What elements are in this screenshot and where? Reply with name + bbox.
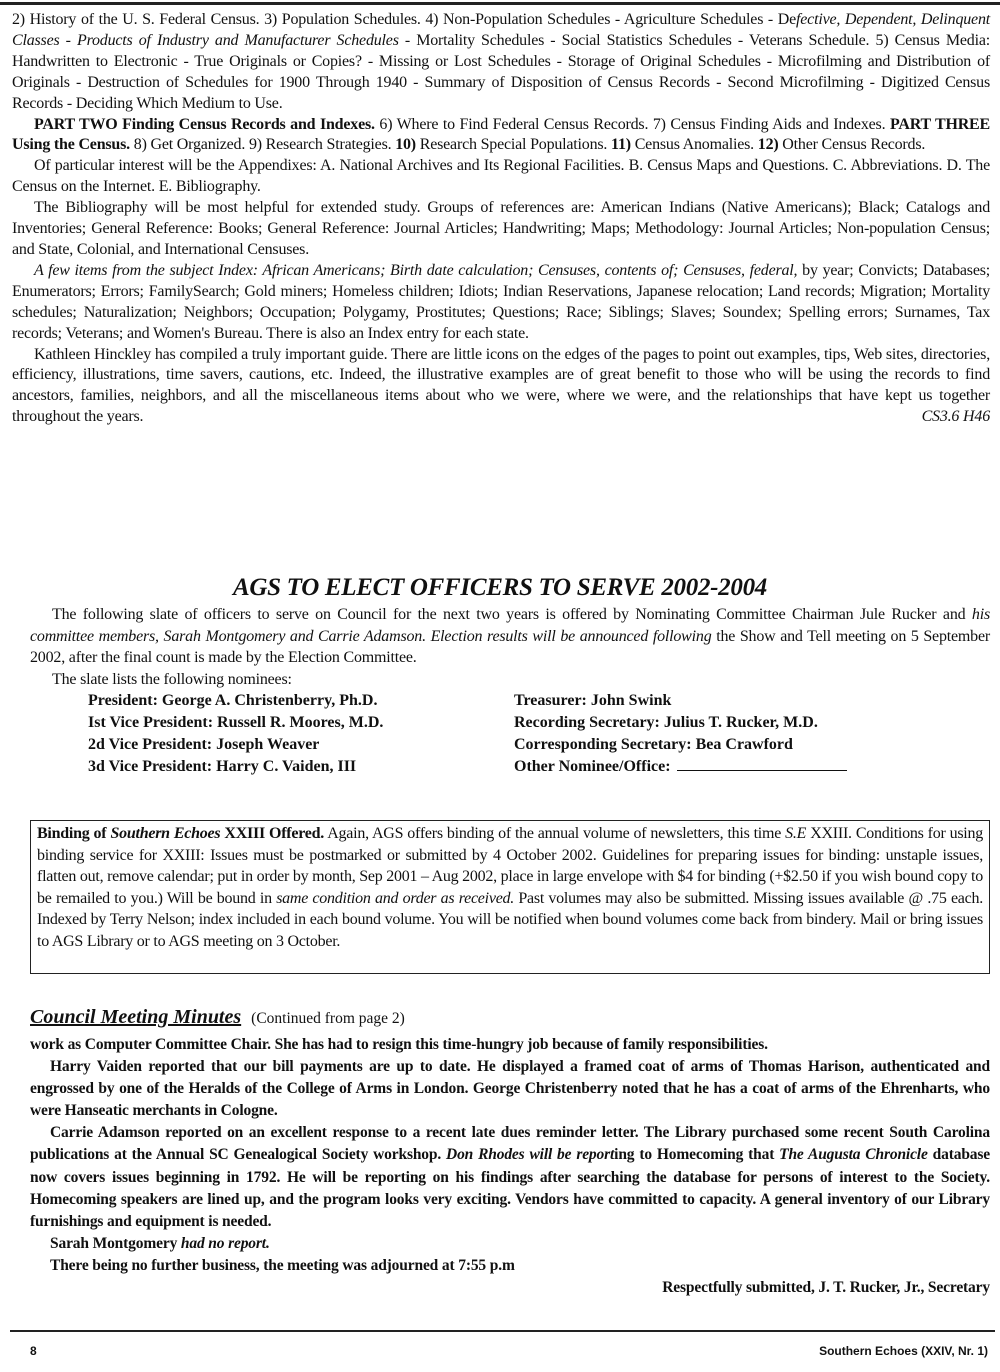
text-run: ing to Homecoming that [614,1146,780,1164]
text-run: Census Anomalies. [630,136,758,154]
text-run: XXIII. Conditions for using binding service for XXIII: Issues must be postmarked or submitted by 4 October 2002. Guidelines for preparing issues for binding: unstaple issues, flatten out, remove calendar; put in order by month, Sep 2001 – Aug 2002, place in large envelope with $4 for binding (+$2.50 if you wish bound copy to be remailed to you.) Will be bound in [37,825,984,907]
text-run: Don Rhodes will be report [446,1146,615,1164]
book-review-section [12,10,990,428]
text-run: PART THREE Using the Census. [12,115,991,154]
other-nominee-label: Other Nominee/Office: [514,758,671,775]
text-run: 10) [395,136,416,154]
election-heading: AGS TO ELECT OFFICERS TO SERVE 2002-2004 [233,574,767,601]
nominee-treasurer: Treasurer: John Swink [514,692,672,709]
text-run: The Augusta Chronicle [779,1146,928,1164]
text-run: The Bibliography will be most helpful for extended study. Groups of references are: American Indians (Native Americans); Black; Catalogs and Inventories; General Reference: Books; General Reference: Journal Articles; Handwriting; Maps; Methodology: Journal Articles; Non-population Census; and State, Colonial, and International Censuses. [12,199,990,258]
text-run: There being no further business, the meeting was adjourned at 7:55 p.m [50,1256,515,1274]
nominee-corresponding-secretary: Corresponding Secretary: Bea Crawford [514,736,793,753]
minutes-paragraph [30,1255,990,1277]
minutes-signature: Respectfully submitted, J. T. Rucker, Jr., Secretary [662,1279,990,1297]
nominee-other [514,756,984,778]
text-run: 6) Where to Find Federal Census Records. 7) Census Finding Aids and Indexes. [374,115,890,133]
text-run: Of particular interest will be the Appendixes: A. National Archives and Its Regional Facilities. B. Census Maps and Questions. C. Abbreviations. D. The Census on the Internet. E. Bibliography. [12,157,990,196]
page-number: 8 [30,1344,37,1358]
review-contents-paragraph [12,10,990,115]
text-run: 12) [757,136,779,154]
minutes-paragraph [30,1056,990,1122]
election-slate-line [30,669,990,691]
minutes-paragraph [30,1233,990,1255]
review-index-paragraph [12,261,990,345]
review-bibliography-paragraph [12,198,990,261]
text-run: same condition and order as received. [276,889,515,907]
election-section [30,604,990,690]
review-summary-text [12,346,990,426]
binding-notice-box [30,820,990,974]
minutes-paragraph [30,1034,990,1056]
continued-note: (Continued from page 2) [251,1010,405,1027]
publication-footer: Southern Echoes (XXIV, Nr. 1) [819,1344,988,1358]
election-intro-paragraph [30,604,990,669]
binding-notice-text [37,823,983,953]
minutes-paragraph [30,1122,990,1232]
nominee-recording-secretary: Recording Secretary: Julius T. Rucker, M.D. [514,714,818,731]
review-parts-paragraph [12,115,990,157]
text-run: Binding of [37,825,111,842]
nominees-right-column [514,690,984,778]
text-run: Again, AGS offers binding of the annual volume of newsletters, this time [324,825,786,842]
text-run: 8) Get Organized. 9) Research Strategies. [129,136,396,154]
council-minutes-body [30,1034,990,1299]
council-minutes-title: Council Meeting Minutes [30,1006,242,1028]
text-run: Research Special Populations. [415,136,612,154]
call-number: CS3.6 H46 [921,408,990,426]
text-run: PART TWO Finding Census Records and Indexes. [34,115,375,133]
text-run: his committee members, Sarah Montgomery and Carrie Adamson. Election results will be announced following [30,606,990,645]
text-run: The slate lists the following nominees: [52,670,292,688]
text-run: work as Computer Committee Chair. She has had to resign this time-hungry job because of family responsibilities. [30,1036,768,1053]
nominee-2d-vice-president: 2d Vice President: Joseph Weaver [88,736,320,753]
text-run: Southern Echoes [110,825,221,842]
nominee-1st-vice-president: Ist Vice President: Russell R. Moores, M.D. [88,714,384,731]
text-run: XXIII Offered. [220,825,325,842]
nominees-left-column [88,690,488,778]
text-run: by year; Convicts; Databases; Enumerators; Errors; FamilySearch; Gold miners; Homeless children; Idiots; Indian Reservations, Japanese relocation; Land records; Migration; Mortality schedules; Naturalization; Neighbors; Occupation; Polygamy, Prostitutes; Questions; Race; Siblings; Slaves; Soundex; Spelling errors; Surnames, Tax records; Veterans; and Women's Bureau. There is also an Index entry for each state. [12,261,990,342]
top-rule [0,2,1000,5]
text-run: - Mortality Schedules - Social Statistics Schedules - Veterans Schedule. 5) Census Media: Handwritten to Electronic - True Originals or Copies? - Missing or Lost Schedules - Storage of Original Schedules - Microfilming and Distribution of Originals - Destruction of Schedules for 1900 Through 1940 - Summary of Disposition of Census Records - Second Microfilming - Digitized Census Records - Deciding Which Medium to Use. [12,31,990,112]
text-run: 11) [611,136,631,154]
text-run: Other Census Records. [778,136,926,154]
text-run: database now covers issues beginning in 1792. He will be reporting on his findings after searching the database for persons of interest to the Society. Homecoming speakers are lined up, and the program looks very exciting. Vendors have committed to capacity. A general inventory of our Library furnishings and equipment is needed. [30,1146,990,1230]
text-run: had no report. [180,1234,270,1252]
text-run: the Show and Tell meeting on 5 September 2002, after the final count is made by the Election Committee. [30,627,990,666]
footer-rule [10,1330,995,1332]
text-run: 2) History of the U. S. Federal Census. 3) Population Schedules. 4) Non-Population Schedules - Agriculture Schedules - De [12,11,797,28]
text-run: Kathleen Hinckley has compiled a truly important guide. There are little icons on the edges of the pages to point out examples, tips, Web sites, directories, efficiency, illustrations, time savers, cautions, etc. Indeed, the illustrative examples are of great benefit to those who will be using the records to find ancestors, families, neighbors, and all the miscellaneous items about who we were, where we were, and the relationships that have kept us together throughout the years. [12,345,990,426]
council-minutes-header [30,1006,405,1029]
text-run: Harry Vaiden reported that our bill payments are up to date. He displayed a framed coat of arms of Thomas Harison, authenticated and engrossed by one of the Heralds of the College of Arms in London. George Christenberry noted that he has a coat of arms of the Ehrenharts, who were Hanseatic merchants in Cologne. [30,1058,990,1120]
review-appendixes-paragraph [12,156,990,198]
write-in-blank-line [677,756,847,771]
text-run: S.E [785,825,807,842]
text-run: A few items from the subject Index: African Americans; Birth date calculation; Censuses, contents of; Censuses, federal, [34,261,798,279]
nominee-president: President: George A. Christenberry, Ph.D. [88,692,378,709]
text-run: fective, Dependent, Delinquent Classes - Products of Industry and Manufacturer Schedules [12,11,990,49]
review-summary-paragraph [12,345,990,429]
text-run: Sarah Montgomery [50,1234,181,1252]
text-run: Past volumes may also be submitted. Missing issues available @ .75 each. Indexed by Terry Nelson; index included in each bound volume. You will be notified when bound volumes come back from bindery. Mail or bring issues to AGS Library or to AGS meeting on 3 October. [37,889,983,950]
nominee-3d-vice-president: 3d Vice President: Harry C. Vaiden, III [88,758,357,775]
text-run: The following slate of officers to serve on Council for the next two years is offered by Nominating Committee Chairman Jule Rucker and [52,606,972,623]
text-run: Carrie Adamson reported on an excellent response to a recent late dues reminder letter. The Library purchased some recent South Carolina publications at the Annual SC Genealogical Society workshop. [30,1124,990,1164]
